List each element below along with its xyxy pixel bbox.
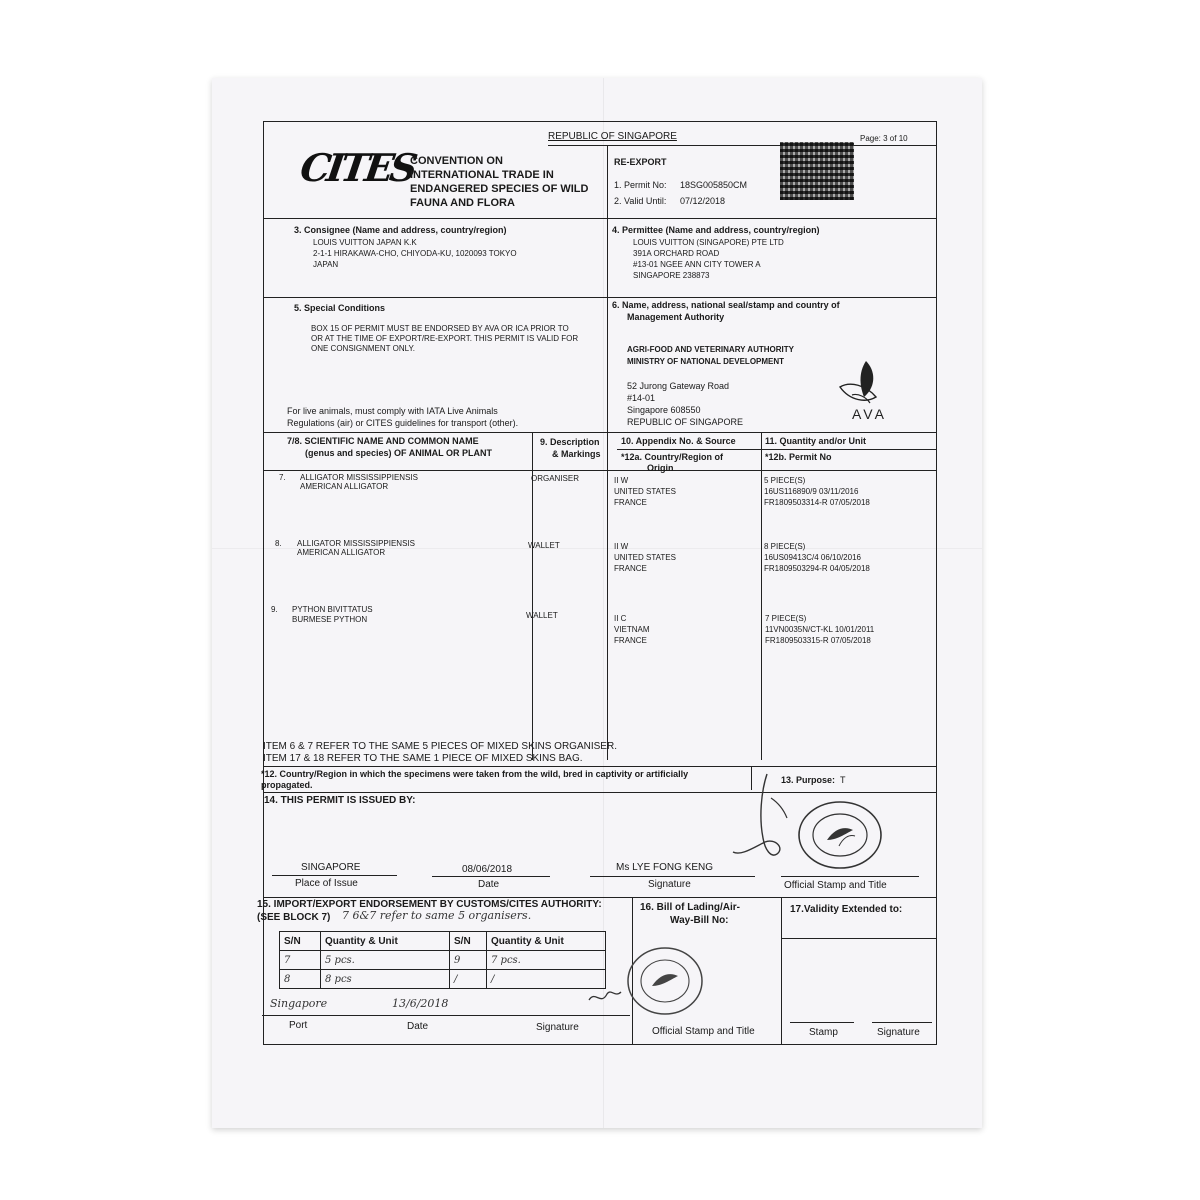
item-note: ITEM 6 & 7 REFER TO THE SAME 5 PIECES OF MIXED SKINS ORGANISER. (263, 741, 617, 752)
divider (263, 792, 937, 793)
signature-image (715, 768, 805, 868)
authority-line: #14-01 (627, 393, 656, 403)
table-cell: 7 (280, 951, 321, 970)
item-permit: 16US116890/9 03/11/2016 (764, 487, 859, 496)
endorse-stamp-image (626, 946, 704, 1016)
validity-stamp-underline (790, 1022, 854, 1023)
table-cell: / (487, 970, 606, 989)
signatory-name: Ms LYE FONG KENG (616, 862, 714, 873)
item-quantity: 8 PIECE(S) (764, 542, 806, 551)
cites-logo-text: CITES (297, 146, 417, 191)
col-header: Origin (647, 463, 674, 473)
item-reexport-country: FRANCE (614, 498, 647, 507)
divider (263, 297, 937, 298)
authority-line: AGRI-FOOD AND VETERINARY AUTHORITY (627, 345, 794, 354)
divider (781, 897, 782, 1045)
special-condition-line: BOX 15 OF PERMIT MUST BE ENDORSED BY AVA OR ICA PRIOR TO (311, 324, 569, 333)
convention-line: CONVENTION ON (410, 155, 503, 167)
valid-until: 07/12/2018 (680, 196, 726, 206)
origin-note: *12. Country/Region in which the specimens were taken from the wild, bred in captivity or artificially (261, 769, 689, 779)
endorsement-label: (SEE BLOCK 7) (257, 912, 331, 923)
item-description: ORGANISER (531, 474, 580, 483)
authority-label: 6. Name, address, national seal/stamp and country of (612, 300, 840, 310)
divider (761, 432, 762, 760)
item-permit: FR1809503294-R 04/05/2018 (764, 564, 870, 573)
table-cell: 8 (280, 970, 321, 989)
permittee-label: 4. Permittee (Name and address, country/region) (612, 225, 820, 235)
endorse-date-label: Date (407, 1021, 429, 1032)
item-reexport-country: FRANCE (614, 636, 647, 645)
convention-line: ENDANGERED SPECIES OF WILD (410, 183, 589, 195)
republic-title: REPUBLIC OF SINGAPORE (548, 131, 677, 142)
consignee-line: 2-1-1 HIRAKAWA-CHO, CHIYODA-KU, 1020093 TOKYO (313, 249, 517, 258)
table-cell: 9 (450, 951, 487, 970)
table-header: Quantity & Unit (487, 932, 606, 951)
place-of-issue: SINGAPORE (301, 862, 361, 873)
table-cell: / (450, 970, 487, 989)
cites-logo (297, 145, 417, 195)
col-header: 9. Description (540, 437, 600, 447)
divider (263, 218, 937, 219)
bill-of-lading-label: 16. Bill of Lading/Air- (640, 902, 741, 913)
item-scientific-name: ALLIGATOR MISSISSIPPIENSIS (297, 539, 415, 548)
signature-label: Signature (648, 879, 691, 890)
endorse-port: Singapore (270, 997, 328, 1010)
endorse-underline (262, 1015, 630, 1016)
consignee-line: LOUIS VUITTON JAPAN K.K (313, 238, 417, 247)
item-permit: 16US09413C/4 06/10/2016 (764, 553, 861, 562)
item-description: WALLET (528, 541, 560, 550)
permit-no-label: 1. Permit No: (614, 180, 667, 190)
col-header: & Markings (552, 449, 601, 459)
endorse-stamp-label: Official Stamp and Title (652, 1026, 755, 1037)
endorsement-table (279, 931, 606, 989)
permittee-line: #13-01 NGEE ANN CITY TOWER A (633, 260, 761, 269)
item-scientific-name: ALLIGATOR MISSISSIPPIENSIS (300, 473, 418, 482)
stamp-label: Official Stamp and Title (784, 880, 887, 891)
item-origin: UNITED STATES (614, 487, 676, 496)
convention-line: FAUNA AND FLORA (410, 197, 515, 209)
official-stamp-image (797, 800, 883, 870)
item-description: WALLET (526, 611, 558, 620)
qr-code (780, 142, 854, 200)
item-number: 7. (279, 473, 286, 482)
ava-logo (836, 357, 896, 423)
purpose-label: 13. Purpose: (781, 775, 836, 785)
permit-no: 18SG005850CM (680, 180, 748, 190)
special-conditions-label: 5. Special Conditions (294, 303, 386, 313)
table-cell: 7 pcs. (487, 951, 606, 970)
consignee-label: 3. Consignee (Name and address, country/region) (294, 225, 507, 235)
col-header: *12a. Country/Region of (621, 452, 724, 462)
permittee-line: SINGAPORE 238873 (633, 271, 710, 280)
item-reexport-country: FRANCE (614, 564, 647, 573)
ava-logo-text: AVA (852, 406, 887, 422)
endorse-port-label: Port (289, 1020, 308, 1031)
col-header: 7/8. SCIENTIFIC NAME AND COMMON NAME (287, 436, 479, 446)
authority-line: MINISTRY OF NATIONAL DEVELOPMENT (627, 357, 785, 366)
live-animals-note: For live animals, must comply with IATA Live Animals (287, 406, 498, 416)
item-quantity: 7 PIECE(S) (765, 614, 807, 623)
validity-label: 17.Validity Extended to: (790, 904, 903, 915)
place-underline (272, 875, 397, 876)
item-note: ITEM 17 & 18 REFER TO THE SAME 1 PIECE OF MIXED SKINS BAG. (263, 753, 583, 764)
col-header: *12b. Permit No (765, 452, 832, 462)
endorse-signature-label: Signature (536, 1022, 579, 1033)
doc-type: RE-EXPORT (614, 157, 667, 167)
authority-label: Management Authority (627, 312, 725, 322)
item-common-name: AMERICAN ALLIGATOR (300, 482, 389, 491)
divider (617, 449, 937, 450)
table-header: S/N (450, 932, 487, 951)
validity-signature-underline (872, 1022, 932, 1023)
special-condition-line: ONE CONSIGNMENT ONLY. (311, 344, 416, 353)
divider (607, 145, 608, 760)
col-header: (genus and species) OF ANIMAL OR PLANT (305, 448, 493, 458)
live-animals-note: Regulations (air) or CITES guidelines for transport (other). (287, 418, 519, 428)
item-appendix: II C (614, 614, 627, 623)
item-number: 8. (275, 539, 282, 548)
stamp-underline (781, 876, 919, 877)
bill-of-lading-label: Way-Bill No: (670, 915, 729, 926)
validity-signature-label: Signature (877, 1027, 920, 1038)
date-label: Date (478, 879, 500, 890)
item-common-name: BURMESE PYTHON (292, 615, 368, 624)
item-origin: UNITED STATES (614, 553, 676, 562)
authority-line: Singapore 608550 (627, 405, 701, 415)
col-header: 11. Quantity and/or Unit (765, 436, 867, 446)
table-header: Quantity & Unit (321, 932, 450, 951)
item-origin: VIETNAM (614, 625, 650, 634)
authority-line: REPUBLIC OF SINGAPORE (627, 417, 744, 427)
item-appendix: II W (614, 476, 629, 485)
date-underline (432, 876, 550, 877)
divider (263, 470, 937, 471)
divider (263, 432, 937, 433)
valid-until-label: 2. Valid Until: (614, 196, 667, 206)
item-scientific-name: PYTHON BIVITTATUS (292, 605, 373, 614)
permittee-line: 391A ORCHARD ROAD (633, 249, 720, 258)
divider (263, 897, 937, 898)
validity-stamp-label: Stamp (809, 1027, 838, 1038)
item-permit: 11VN0035N/CT-KL 10/01/2011 (765, 625, 875, 634)
issue-date: 08/06/2018 (462, 864, 513, 875)
item-appendix: II W (614, 542, 629, 551)
divider (781, 938, 937, 939)
page-number: Page: 3 of 10 (860, 134, 908, 143)
item-common-name: AMERICAN ALLIGATOR (297, 548, 386, 557)
authority-line: 52 Jurong Gateway Road (627, 381, 730, 391)
endorse-date: 13/6/2018 (392, 997, 449, 1010)
special-condition-line: OR AT THE TIME OF EXPORT/RE-EXPORT. THIS PERMIT IS VALID FOR (311, 334, 579, 343)
issued-by-label: 14. THIS PERMIT IS ISSUED BY: (264, 795, 416, 806)
table-header: S/N (280, 932, 321, 951)
table-cell: 8 pcs (321, 970, 450, 989)
origin-note: propagated. (261, 780, 313, 790)
purpose-value: T (840, 775, 846, 785)
col-header: 10. Appendix No. & Source (621, 436, 736, 446)
convention-line: INTERNATIONAL TRADE IN (410, 169, 554, 181)
permittee-line: LOUIS VUITTON (SINGAPORE) PTE LTD (633, 238, 784, 247)
place-label: Place of Issue (295, 878, 358, 889)
item-permit: FR1809503315-R 07/05/2018 (765, 636, 871, 645)
divider (263, 766, 937, 767)
consignee-line: JAPAN (313, 260, 339, 269)
endorsement-label: 15. IMPORT/EXPORT ENDORSEMENT BY CUSTOMS/CITES AUTHORITY: (257, 899, 602, 910)
item-number: 9. (271, 605, 278, 614)
item-quantity: 5 PIECE(S) (764, 476, 806, 485)
signature-underline (590, 876, 755, 877)
item-permit: FR1809503314-R 07/05/2018 (764, 498, 870, 507)
handwritten-note: 7 6&7 refer to same 5 organisers. (342, 909, 532, 922)
endorse-signature-image (585, 980, 625, 1010)
table-cell: 5 pcs. (321, 951, 450, 970)
